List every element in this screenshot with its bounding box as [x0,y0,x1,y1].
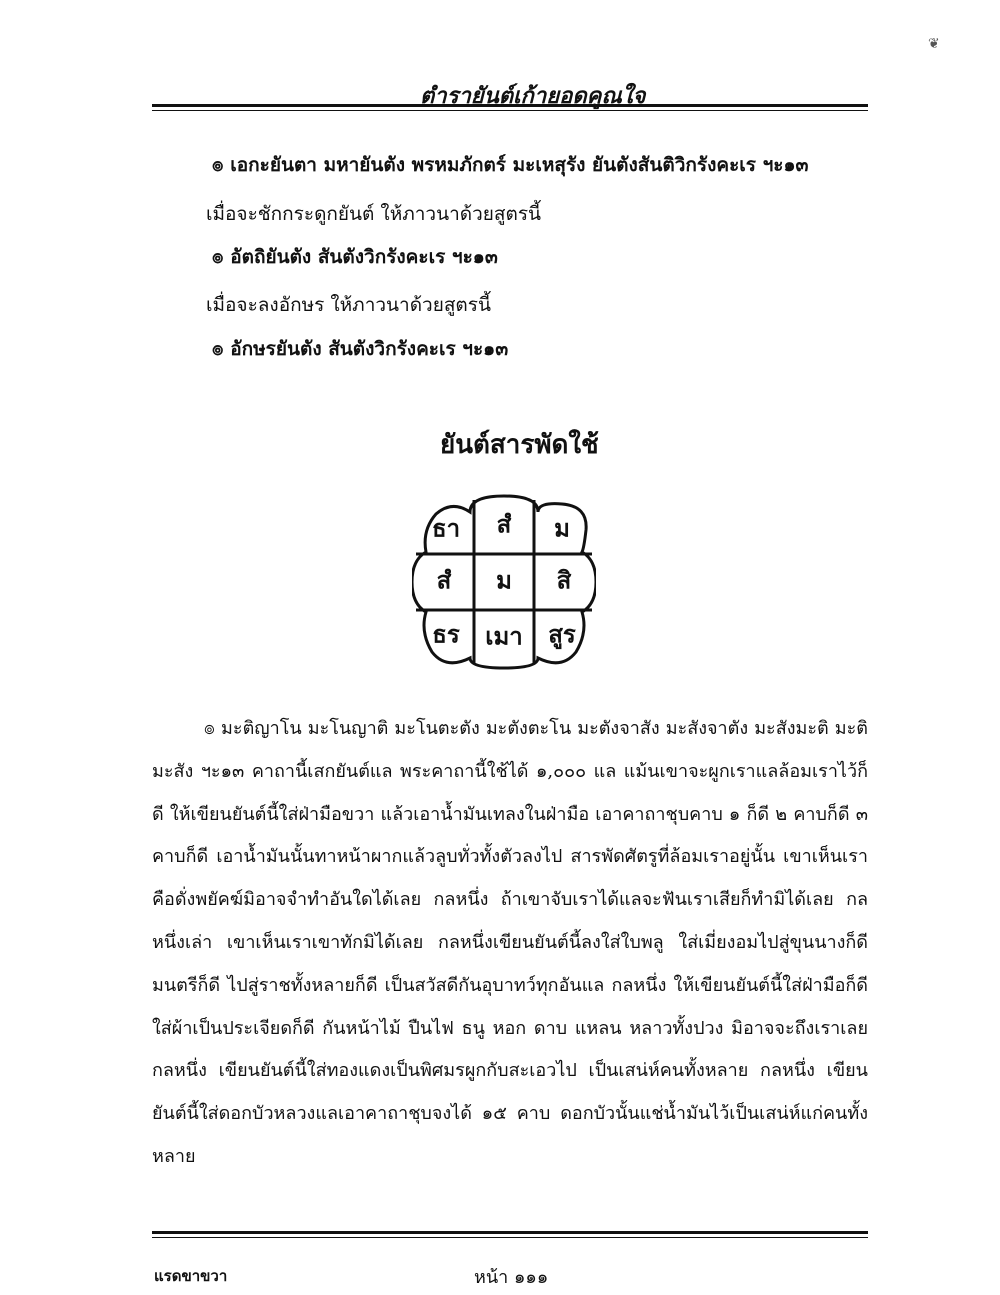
yantra-cell-5: ม [496,565,512,595]
yantra-cell-8: เมา [485,621,523,651]
yantra-cell-9: สูร [548,619,576,649]
footer-rule [152,1231,868,1238]
yantra-cell-6: สิ [556,565,572,595]
section-title: ยันต์สารพัดใช้ [440,430,599,460]
yantra-cell-1: ธา [431,513,461,543]
corner-mark: ❦ [928,36,940,52]
footer-logo-text: แรดขาขวา [154,1267,228,1285]
yantra-cell-7: ธร [432,619,460,649]
yantra-cell-2: สํ [496,509,512,539]
verse-line-2: ๏ อัตถิยันตัง สันตังวิกรังคะเร ฯะ๑๓ [212,246,498,268]
yantra-cell-3: ม [554,513,570,543]
instruction-line-2: เมื่อจะลงอักษร ให้ภาวนาด้วยสูตรนี้ [206,294,491,316]
page-header-title: ตำรายันต์เก้ายอดคูณใจ [420,84,646,109]
verse-line-3: ๏ อักษรยันตัง สันตังวิกรังคะเร ฯะ๑๓ [212,338,509,360]
verse-line-1: ๏ เอกะยันตา มหายันตัง พรหมภักตร์ มะเหสุรัง ยันตังสันติวิกรังคะเร ฯะ๑๓ [212,154,809,176]
header-rule [152,104,868,111]
instruction-line-1: เมื่อจะชักกระดูกยันต์ ให้ภาวนาด้วยสูตรนี้ [206,203,542,225]
page-number: หน้า ๑๑๑ [474,1267,549,1288]
yantra-diagram [412,492,596,672]
yantra-cell-4: สํ [436,565,452,595]
body-paragraph: ๏ มะติญาโน มะโนญาติ มะโนตะตัง มะตังตะโน มะตังจาสัง มะสังจาตัง มะสังมะติ มะติมะสัง ฯะ๑๓ คาถานี้เสกยันต์แล พระคาถานี้ใช้ได้ ๑,๐๐๐ แล แม้นเขาจะผูกเราแลล้อมเราไว้ก็ดี ให้เขียนยันต์นี้ใส่ฝ่ามือขวา แล้วเอาน้ำมันเทลงในฝ่ามือ เอาคาถาชุบคาบ ๑ ก็ดี ๒ คาบก็ดี ๓ คาบก็ดี เอาน้ำมันนั้นทาหน้าผากแล้วลูบทั่วทั้งตัวลงไป สารพัดศัตรูที่ล้อมเราอยู่นั้น เขาเห็นเราคือดั่งพยัคฆ์มิอาจจำทำอันใดได้เลย กลหนึ่ง ถ้าเขาจับเราได้แลจะฟันเราเสียก็ทำมิได้เลย กลหนึ่งเล่า เขาเห็นเราเขาทักมิได้เลย กลหนึ่งเขียนยันต์นี้ลงใส่ใบพลู ใส่เมี่ยงอมไปสู่ขุนนางก็ดี มนตรีก็ดี ไปสู่ราชทั้งหลายก็ดี เป็นสวัสดีกันอุบาทว์ทุกอันแล กลหนึ่ง ให้เขียนยันต์นี้ใส่ฝ่ามือก็ดี ใส่ผ้าเป็นประเจียดก็ดี กันหน้าไม้ ปืนไฟ ธนู หอก ดาบ แหลน หลาวทั้งปวง มิอาจจะถึงเราเลย กลหนึ่ง เขียนยันต์นี้ใส่ทองแดงเป็นพิศมรผูกกับสะเอวไป เป็นเสน่ห์คนทั้งหลาย กลหนึ่ง เขียนยันต์นี้ใส่ดอกบัวหลวงแลเอาคาถาชุบจงได้ ๑๕ คาบ ดอกบัวนั้นแช่น้ำมันไว้เป็นเสน่ห์แก่คนทั้งหลาย [152,718,868,1167]
